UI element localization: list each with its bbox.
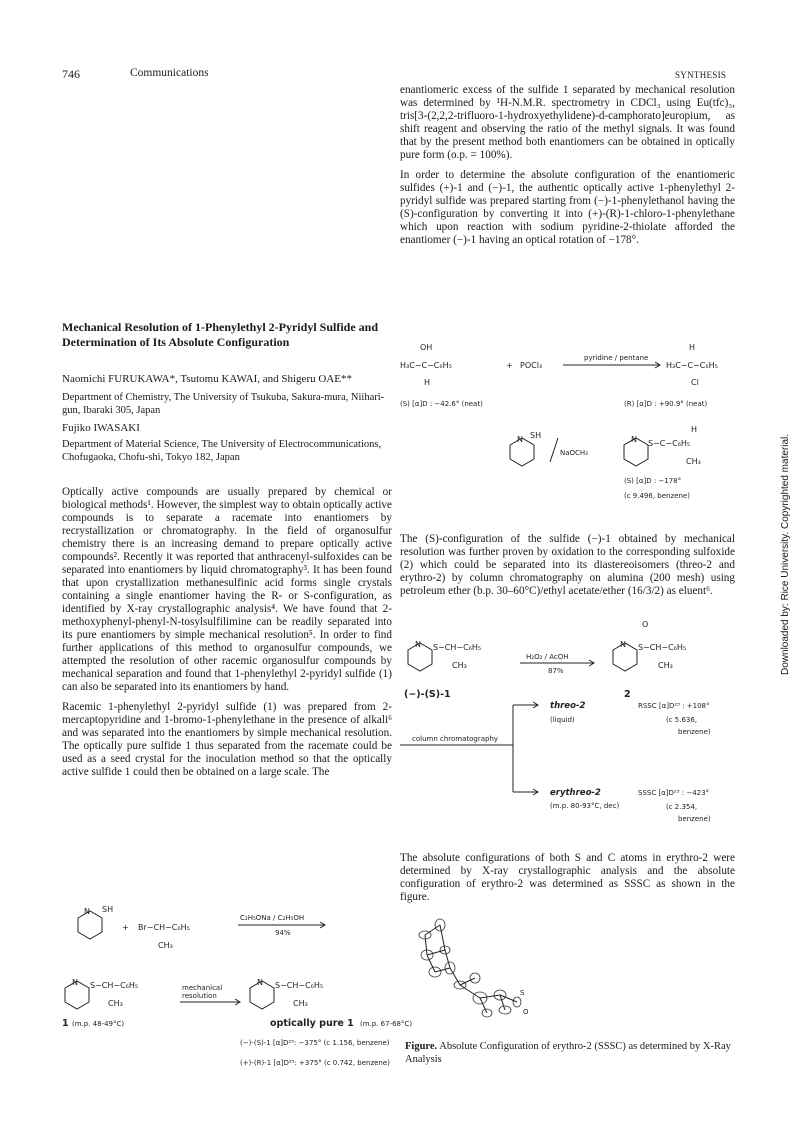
svg-text:CH₃: CH₃	[158, 941, 173, 950]
svg-text:(+)-(R)-1 [α]D²⁵: +375° (c 0.7: (+)-(R)-1 [α]D²⁵: +375° (c 0.742, benzene)	[240, 1059, 390, 1067]
svg-text:(c 9.496, benzene): (c 9.496, benzene)	[624, 492, 690, 500]
svg-text:H: H	[691, 425, 698, 434]
svg-text:CH₃: CH₃	[108, 999, 123, 1008]
svg-text:N: N	[257, 978, 263, 987]
svg-text:(R) [α]D : +90.9° (neat): (R) [α]D : +90.9° (neat)	[624, 400, 708, 408]
svg-text:pyridine / pentane: pyridine / pentane	[584, 354, 649, 362]
svg-text:SH: SH	[102, 905, 114, 914]
svg-text:(liquid): (liquid)	[550, 716, 575, 724]
svg-text:S−CH−C₆H₅: S−CH−C₆H₅	[90, 981, 139, 990]
xray-structure-figure	[405, 910, 545, 1035]
svg-text:OH: OH	[420, 343, 433, 352]
svg-text:(S) [α]D : −42.6° (neat): (S) [α]D : −42.6° (neat)	[400, 400, 483, 408]
svg-text:(c 5.636,: (c 5.636,	[666, 716, 698, 724]
svg-text:S−CH−C₆H₅: S−CH−C₆H₅	[638, 643, 687, 652]
svg-text:H: H	[689, 343, 696, 352]
caption-text: Absolute Configuration of erythro-2 (SSSC) as determined by X-Ray Analysis	[405, 1041, 731, 1065]
svg-text:H₂O₂ / AcOH: H₂O₂ / AcOH	[526, 653, 569, 661]
scheme-2	[398, 340, 768, 520]
svg-text:NaOCH₃: NaOCH₃	[560, 449, 588, 457]
svg-text:S−CH−C₆H₅: S−CH−C₆H₅	[433, 643, 482, 652]
paragraph: In order to determine the absolute configuration of the enantiomeric sulfides (+)-1 and (−)-1, the authentic optically active 1-phenylethyl 2-pyridyl sulfide was prepared starting from (−)-1-phenylethanol having the (S)-configuration by converting it into (+)-(R)-1-chloro-1-phenylethane which upon reaction with sodium pyridine-2-thiolate afforded the enantiomer (−)-1 having an optical rotation of −178°.	[400, 169, 735, 246]
svg-text:+: +	[122, 923, 129, 932]
paragraph: The (S)-configuration of the sulfide (−)-1 obtained by mechanical resolution was further proven by oxidation to the corresponding sulfoxide (2) which could be separated into its diastereoisomers (threo-2 and erythro-2) by column chromatography on alumina (200 mesh) using petroleum ether (b.p. 30–60°C)/ethyl acetate/ether (16/3/2) as eluent⁶.	[400, 533, 735, 597]
journal-name: SYNTHESIS	[675, 70, 727, 80]
svg-text:S−C−C₆H₅: S−C−C₆H₅	[648, 439, 691, 448]
svg-text:N: N	[415, 640, 421, 649]
section-name: Communications	[130, 67, 209, 79]
page-number: 746	[62, 67, 80, 81]
svg-text:CH₃: CH₃	[658, 661, 673, 670]
affiliation-2: Department of Material Science, The University of Electrocommunications, Chofugaoka, Chofu-shi, Tokyo 182, Japan	[62, 439, 382, 463]
svg-text:POCl₃: POCl₃	[520, 361, 543, 370]
svg-text:H: H	[424, 378, 431, 387]
svg-text:CH₃: CH₃	[452, 661, 467, 670]
svg-text:+: +	[506, 361, 513, 370]
svg-text:H₃C−C−C₆H₅: H₃C−C−C₆H₅	[666, 361, 718, 370]
author-2: Fujiko IWASAKI	[62, 422, 140, 434]
svg-text:O: O	[642, 620, 649, 629]
svg-text:benzene): benzene)	[678, 728, 711, 736]
paragraph: enantiomeric excess of the sulfide 1 separated by mechanical resolution was determined by ¹H-N.M.R. spectrometry in CDCl₃ using Eu(tfc)₃, tris[3-(2,2,2-trifluoro-1-hydroxyethylidene)-d-camphorato]europium, as shift reagent and observing the ratio of the methyl signals. It was found that by the present method both enantiomers can be obtained in optically pure form (o.p. = 100%).	[400, 84, 735, 161]
svg-text:resolution: resolution	[182, 992, 217, 1000]
atom-label-s: S	[520, 989, 525, 997]
scheme-1	[60, 898, 413, 1113]
svg-text:N: N	[517, 435, 523, 444]
side-note-container	[780, 255, 794, 675]
svg-text:2: 2	[624, 689, 631, 700]
paragraph: Racemic 1-phenylethyl 2-pyridyl sulfide (1) was prepared from 2-mercaptopyridine and 1-bromo-1-phenylethane in the presence of alkali⁶ and was separated into the enantiomers by simple mechanical resolution. The optically pure sulfide 1 thus separated from the racemate could be used as a seed crystal for the inoculation method so that the optically active sulfide 1 could then be obtained on a large scale. The	[62, 701, 392, 778]
svg-text:SH: SH	[530, 431, 542, 440]
left-column	[62, 486, 392, 786]
svg-text:mechanical: mechanical	[182, 984, 223, 992]
svg-text:CH₃: CH₃	[686, 457, 701, 466]
scheme-3	[398, 605, 768, 835]
svg-text:optically pure 1: optically pure 1	[270, 1018, 354, 1029]
svg-text:(m.p. 80-93°C, dec): (m.p. 80-93°C, dec)	[550, 802, 620, 810]
article-title: Mechanical Resolution of 1-Phenylethyl 2-Pyridyl Sulfide and Determination of Its Absolute Configuration	[62, 320, 379, 349]
svg-text:1: 1	[62, 1018, 69, 1029]
svg-text:CH₃: CH₃	[293, 999, 308, 1008]
authors: Naomichi FURUKAWA*, Tsutomu KAWAI, and Shigeru OAE**	[62, 373, 352, 385]
svg-text:H₃C−C−C₆H₅: H₃C−C−C₆H₅	[400, 361, 452, 370]
svg-text:threo-2: threo-2	[550, 701, 586, 711]
svg-text:Br−CH−C₆H₅: Br−CH−C₆H₅	[138, 923, 190, 932]
svg-text:(−)-(S)-1: (−)-(S)-1	[404, 689, 451, 700]
paragraph: Optically active compounds are usually prepared by chemical or biological methods¹. However, the simplest way to obtain optically active compounds is to separate a racemate into enantiomers by recrystallization or chromatography. In the field of organosulfur chemistry there is an increasing demand to prepare optically active compounds². Recently it was reported that anthracenyl-sulfoxides can be separated into enantiomers by liquid chromatography³. It has been found that upon crystallization methanesulfinic acid forms single crystals containing a single enantiomer having the R- or S-configuration, as identified by X-ray crystallographic analysis⁴. We have found that 2-methoxyphenyl-phenyl-N-tosylsulfilimine can be readily separated into its pure enantiomers by simple mechanical resolution⁵. In order to find further applications of this method to organosulfur compounds, we attempted the resolution of other racemic organosulfur compounds by mechanical separation and found that 1-phenylethyl 2-pyridyl sulfide (1) can also be separated into its enantiomers by hand.	[62, 486, 392, 693]
svg-text:RSSC [α]D²³ : +108°: RSSC [α]D²³ : +108°	[638, 702, 710, 710]
svg-text:(m.p. 67-68°C): (m.p. 67-68°C)	[360, 1020, 413, 1028]
svg-text:column chromatography: column chromatography	[412, 735, 499, 743]
affiliation-1: Department of Chemistry, The University of Tsukuba, Sakura-mura, Niihari-gun, Ibaraki 305, Japan	[62, 392, 385, 416]
svg-text:94%: 94%	[275, 929, 291, 937]
paragraph: The absolute configurations of both S and C atoms in erythro-2 were determined by X-ray crystallographic analysis and the absolute configuration of erythro-2 was determined as SSSC as shown in the figure.	[400, 852, 735, 903]
svg-text:87%: 87%	[548, 667, 564, 675]
svg-text:N: N	[84, 907, 90, 916]
svg-text:SSSC [α]D²³ : −423°: SSSC [α]D²³ : −423°	[638, 789, 710, 797]
svg-text:C₂H₅ONa / C₂H₅OH: C₂H₅ONa / C₂H₅OH	[240, 914, 305, 922]
figure-caption	[405, 1041, 735, 1066]
side-note: Downloaded by: Rice University. Copyrighted material.	[780, 433, 791, 675]
svg-text:(m.p. 48-49°C): (m.p. 48-49°C)	[72, 1020, 125, 1028]
pyridine-ring	[78, 911, 102, 939]
svg-text:erythreo-2: erythreo-2	[550, 788, 601, 798]
svg-text:N: N	[72, 978, 78, 987]
caption-label: Figure.	[405, 1041, 438, 1052]
svg-text:S−CH−C₆H₅: S−CH−C₆H₅	[275, 981, 324, 990]
right-column-bottom	[400, 852, 735, 911]
right-column-top	[400, 84, 735, 254]
svg-text:(c 2.354,: (c 2.354,	[666, 803, 698, 811]
svg-text:(S) [α]D : −178°: (S) [α]D : −178°	[624, 477, 682, 485]
svg-text:(−)-(S)-1 [α]D²⁵: −375° (c 1.1: (−)-(S)-1 [α]D²⁵: −375° (c 1.156, benzene)	[240, 1039, 390, 1047]
atom-label-o: O	[523, 1008, 529, 1016]
right-column-middle	[400, 533, 735, 605]
svg-text:N: N	[631, 435, 637, 444]
svg-text:N: N	[620, 640, 626, 649]
svg-text:Cl: Cl	[691, 378, 699, 387]
svg-text:benzene): benzene)	[678, 815, 711, 823]
